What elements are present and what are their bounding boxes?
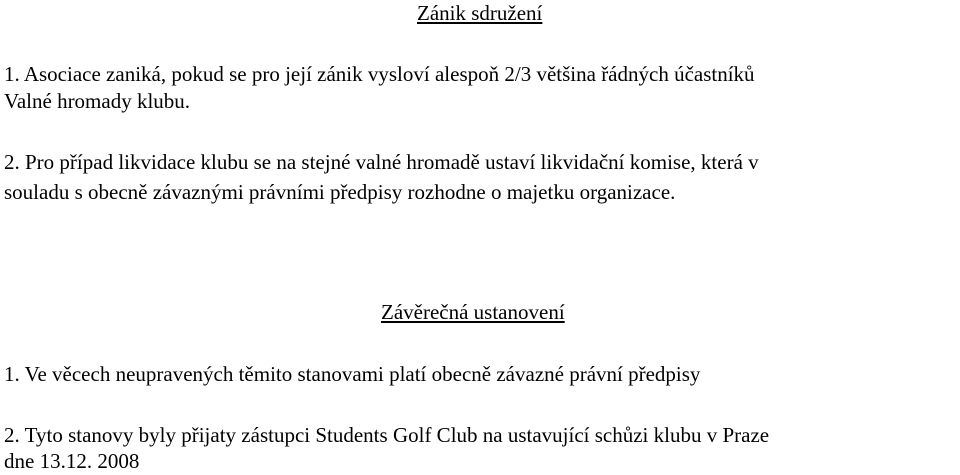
- dissolution-paragraph-2-line-2: souladu s obecně závaznými právními předpisy rozhodne o majetku organizace.: [4, 180, 676, 204]
- dissolution-paragraph-1-line-1: 1. Asociace zaniká, pokud se pro její zánik vysloví alespoň 2/3 většina řádných účastníků: [4, 62, 755, 86]
- dissolution-paragraph-1-line-2: Valné hromady klubu.: [4, 89, 191, 113]
- section-heading-dissolution: Zánik sdružení: [417, 1, 543, 25]
- dissolution-paragraph-2-line-1: 2. Pro případ likvidace klubu se na stejné valné hromadě ustaví likvidační komise, která v: [4, 150, 759, 174]
- section-heading-final-provisions: Závěrečná ustanovení: [381, 300, 565, 324]
- final-provisions-paragraph-1: 1. Ve věcech neupravených těmito stanovami platí obecně závazné právní předpisy: [4, 362, 701, 386]
- final-provisions-paragraph-2-line-1: 2. Tyto stanovy byly přijaty zástupci Students Golf Club na ustavující schůzi klubu v Praze: [4, 423, 770, 447]
- final-provisions-paragraph-2-line-2: dne 13.12. 2008: [4, 449, 140, 473]
